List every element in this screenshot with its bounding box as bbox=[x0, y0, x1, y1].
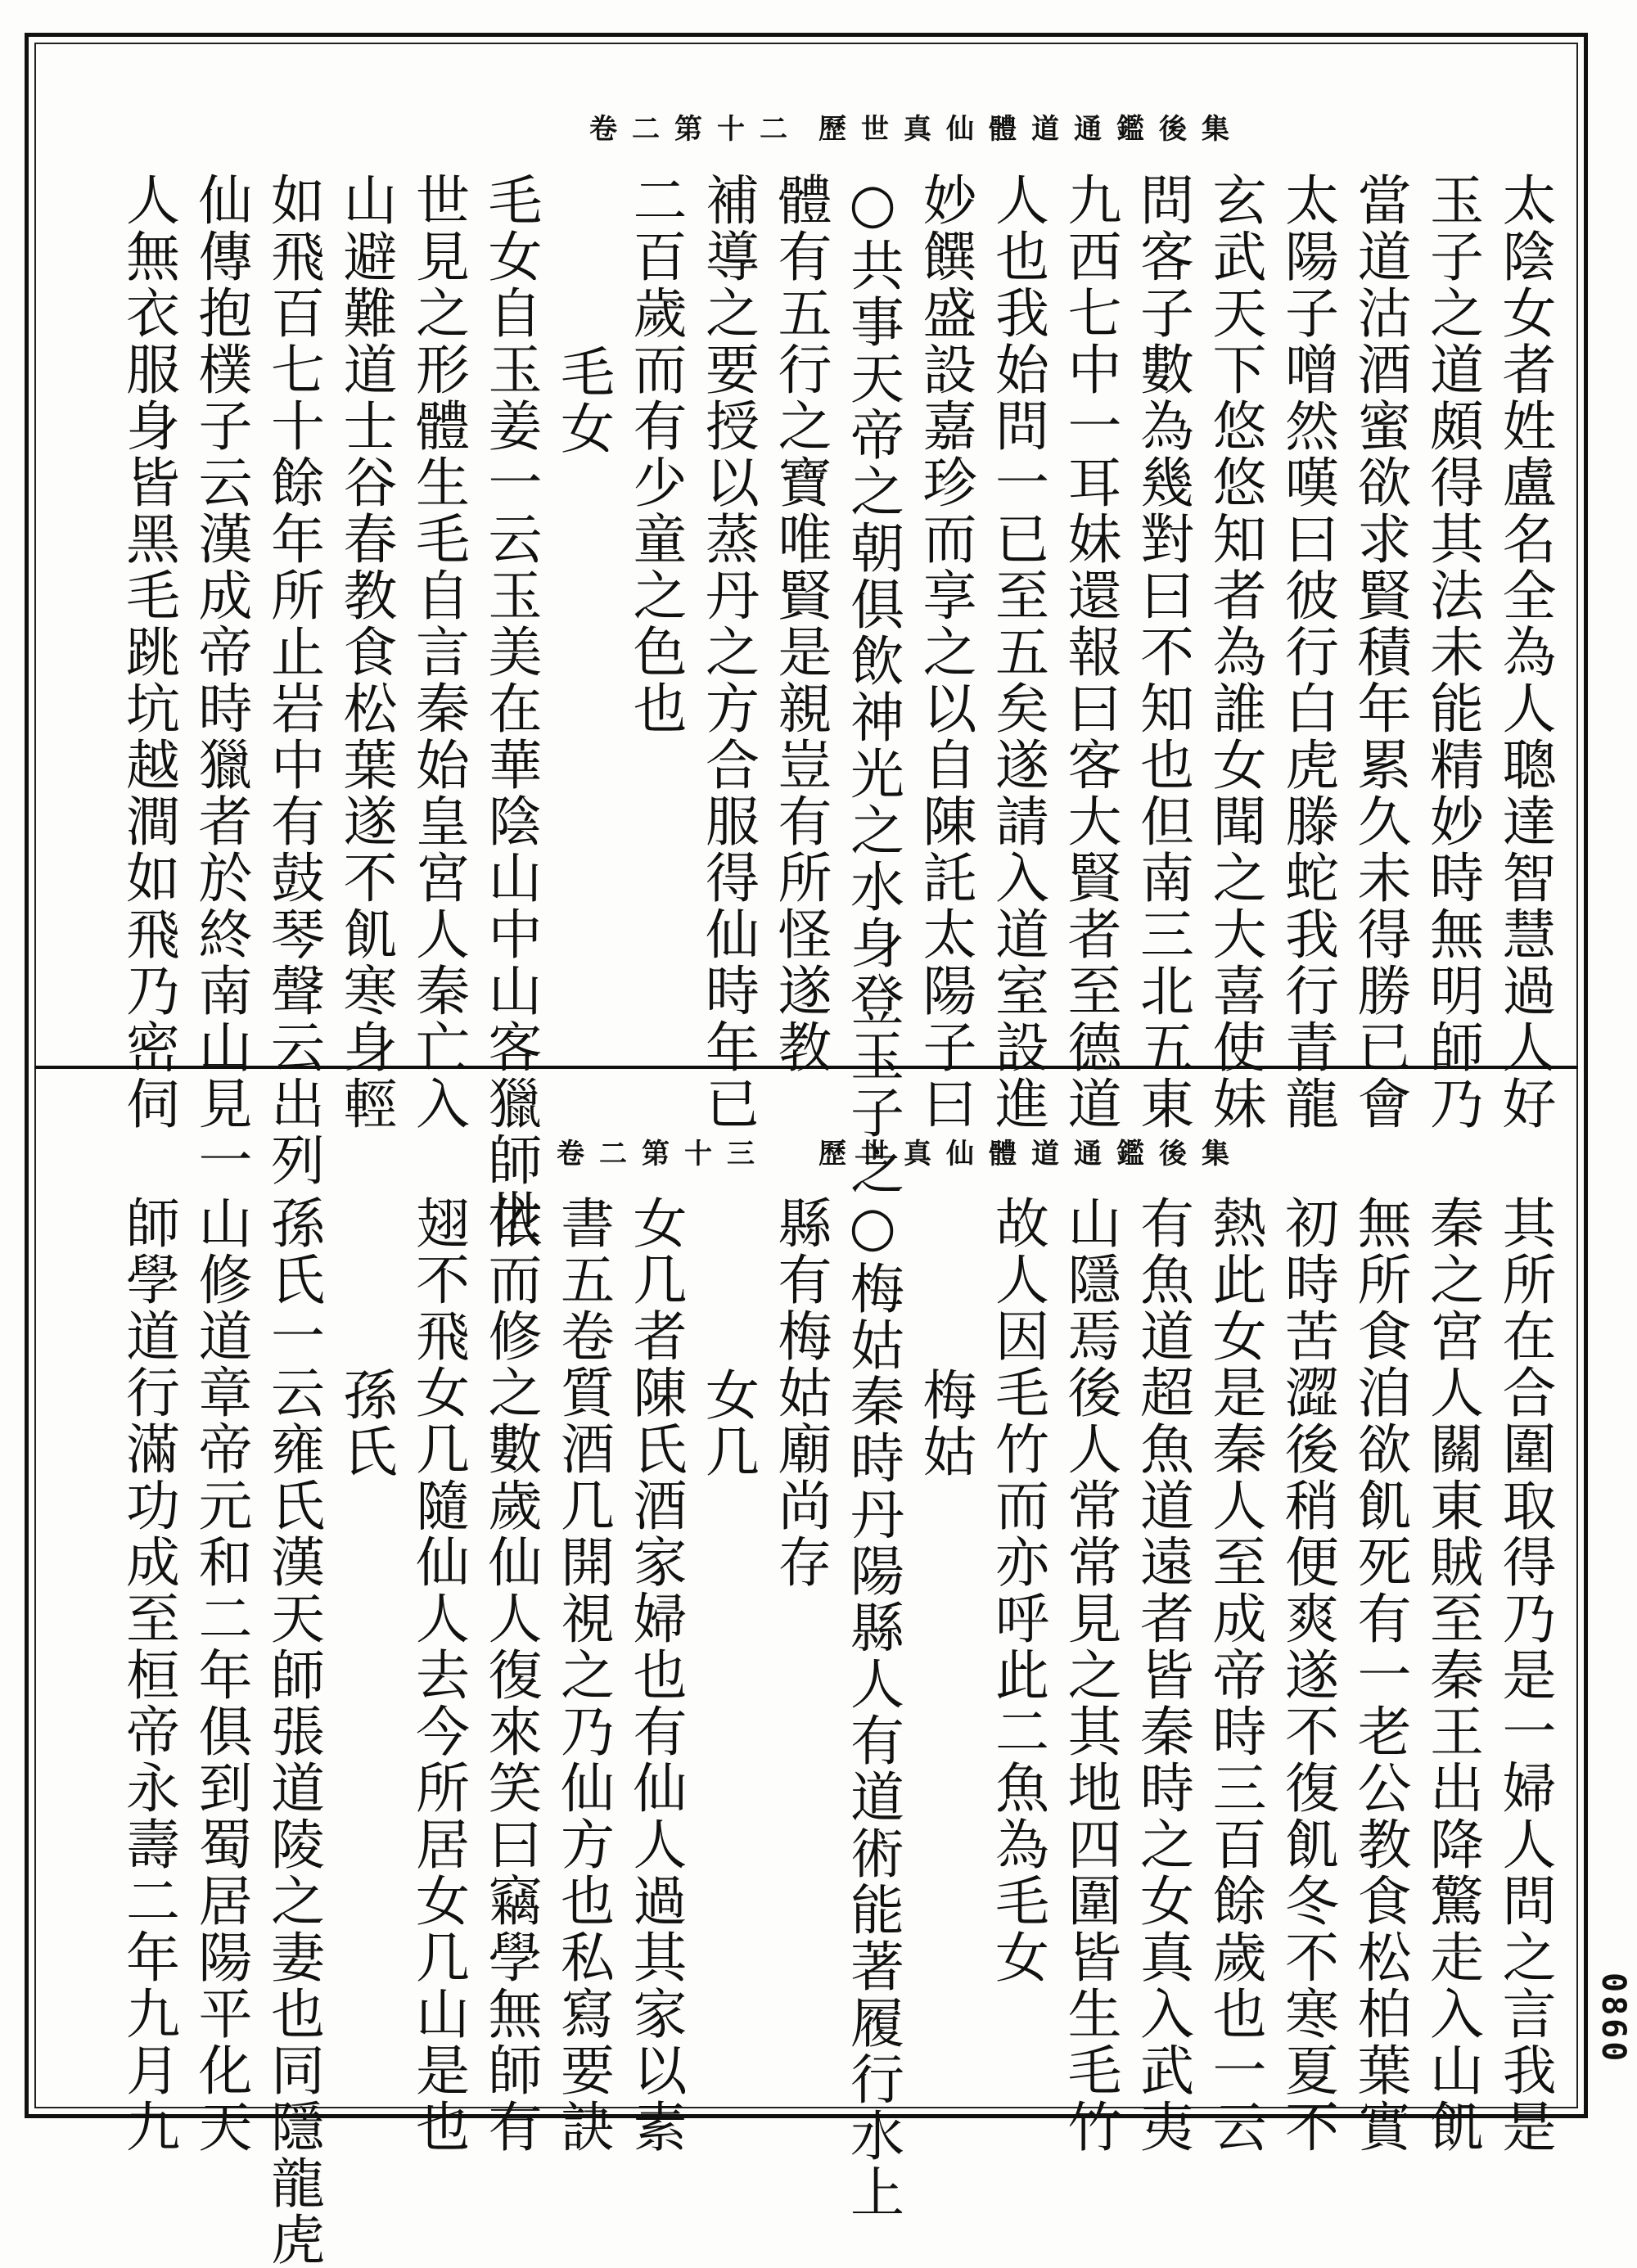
top-running-header bbox=[589, 113, 1244, 146]
top-text-column: 人也我始問一已至五矣遂請入道室設進 bbox=[985, 172, 1049, 1132]
top-text-column: 如飛百七十餘年所止岩中有鼓琴聲云出列 bbox=[261, 172, 325, 1188]
top-text-column: 玉子之道頗得其法未能精妙時無明師乃 bbox=[1420, 172, 1484, 1132]
top-text-column: 毛女自玉姜一云玉美在華陰山中山客獵師世 bbox=[479, 172, 542, 1245]
bottom-text-column: 初時苦澀後稍便爽遂不復飢冬不寒夏不 bbox=[1275, 1195, 1339, 2155]
top-text-column: ○共事天帝之朝俱飲神光之水身登玉子之 bbox=[841, 172, 904, 1197]
bottom-text-column: 女几 bbox=[696, 1367, 760, 1480]
top-text-column: 世見之形體生毛自言秦始皇宮人秦亡入 bbox=[406, 172, 470, 1132]
top-text-column: 妙饌盛設嘉珍而享之以自陳託太陽子曰 bbox=[913, 172, 976, 1132]
top-text-column: 玄武天下悠悠知者為誰女聞之大喜使妹 bbox=[1203, 172, 1266, 1132]
bottom-text-column: 其所在合圍取得乃是一婦人問之言我是 bbox=[1493, 1195, 1556, 2155]
bottom-text-column: 梅姑 bbox=[913, 1367, 976, 1480]
top-text-column: 太陽子噌然嘆曰彼行白虎滕蛇我行青龍 bbox=[1275, 172, 1339, 1132]
bottom-text-column: 故人因毛竹而亦呼此二魚為毛女 bbox=[985, 1195, 1049, 1986]
top-text-column: 九西七中一耳妹還報曰客大賢者至德道 bbox=[1058, 172, 1121, 1132]
top-text-column: 山避難道士谷春教食松葉遂不飢寒身輕 bbox=[334, 172, 397, 1132]
top-text-column: 仙傳抱樸子云漢成帝時獵者於終南山見一 bbox=[189, 172, 252, 1188]
top-text-column: 問客子數為幾對曰不知也但南三北五東 bbox=[1130, 172, 1194, 1132]
bottom-text-column: 熱此女是秦人至成帝時三百餘歲也一云 bbox=[1203, 1195, 1266, 2155]
bottom-header-chapter: 卷二第十三 bbox=[557, 1138, 769, 1170]
bottom-running-header bbox=[557, 1138, 1244, 1170]
top-header-title: 歷世真仙體道通鑑後集 bbox=[818, 113, 1244, 146]
bottom-text-column: 有魚道超魚道遠者皆秦時之女真入武夷 bbox=[1130, 1195, 1194, 2155]
bottom-text-column: 山修道章帝元和二年俱到蜀居陽平化天 bbox=[189, 1195, 252, 2155]
top-text-column: 補導之要授以蒸丹之方合服得仙時年已 bbox=[696, 172, 760, 1132]
top-text-column: 人無衣服身皆黑毛跳坑越澗如飛乃密伺 bbox=[116, 172, 180, 1132]
top-text-column: 毛女 bbox=[551, 344, 615, 457]
top-text-column: 當道沽酒蜜欲求賢積年累久未得勝已會 bbox=[1348, 172, 1411, 1132]
top-text-column: 體有五行之寶唯賢是親豈有所怪遂教 bbox=[769, 172, 832, 1075]
bottom-text-column: 秦之宮人關東賊至秦王出降驚走入山飢 bbox=[1420, 1195, 1484, 2155]
bottom-text-column: 女几者陳氏酒家婦也有仙人過其家以素 bbox=[624, 1195, 687, 2155]
bottom-text-column: 孫氏 bbox=[334, 1367, 397, 1480]
page-number: 0860 bbox=[1594, 1973, 1632, 2065]
bottom-text-column: 依而修之數歲仙人復來笑曰竊學無師有 bbox=[479, 1195, 542, 2155]
bottom-text-column: 山隱焉後人常常見之其地四圍皆生毛竹 bbox=[1058, 1195, 1121, 2155]
bottom-text-column: 縣有梅姑廟尚存 bbox=[769, 1195, 832, 1590]
bottom-text-column: 翅不飛女几隨仙人去今所居女几山是也 bbox=[406, 1195, 470, 2155]
bottom-text-column: 孫氏一云雍氏漢天師張道陵之妻也同隱龍虎 bbox=[261, 1195, 325, 2268]
bottom-text-column: 師學道行滿功成至桓帝永壽二年九月九 bbox=[116, 1195, 180, 2155]
top-text-column: 太陰女者姓盧名全為人聰達智慧過人好 bbox=[1493, 172, 1556, 1132]
bottom-text-column: 無所食洎欲飢死有一老公教食松柏葉實 bbox=[1348, 1195, 1411, 2155]
bottom-header-title: 歷世真仙體道通鑑後集 bbox=[818, 1138, 1244, 1170]
top-text-column: 二百歲而有少童之色也 bbox=[624, 172, 687, 737]
bottom-text-column: ○梅姑秦時丹陽縣人有道術能著履行水上 bbox=[841, 1195, 904, 2221]
bottom-text-column: 書五卷質酒几開視之乃仙方也私寫要訣 bbox=[551, 1195, 615, 2155]
top-header-chapter: 卷二第十二 bbox=[589, 113, 802, 146]
